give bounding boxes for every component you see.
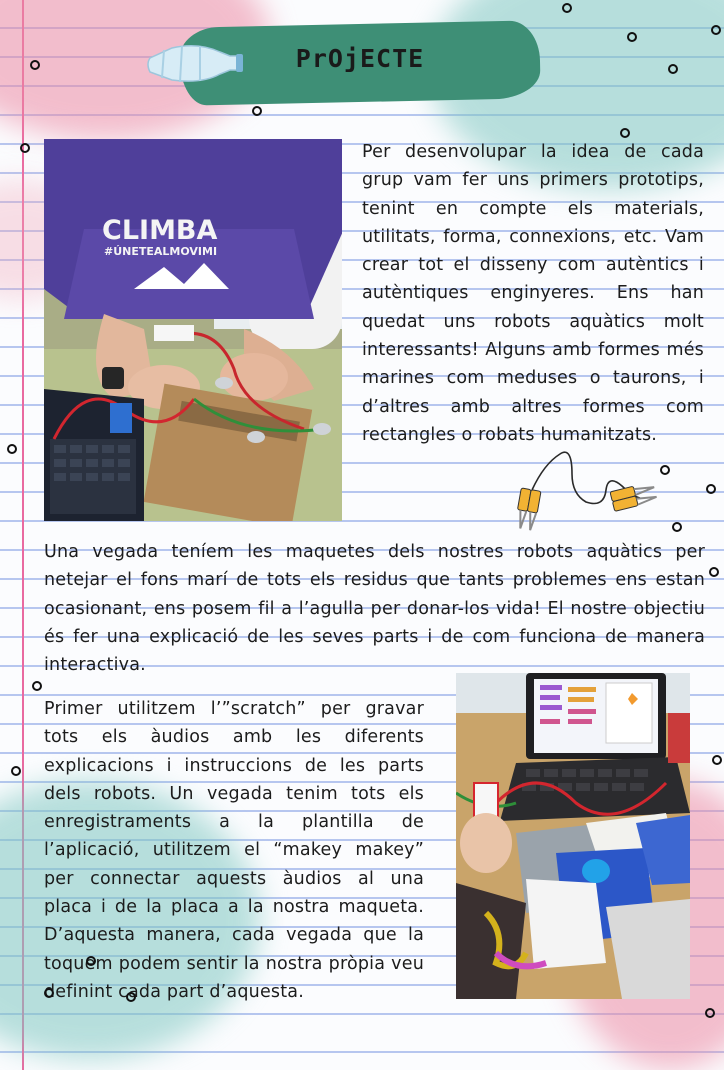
photo-scratch-makey-makey [456, 673, 690, 999]
doodle-dot [252, 106, 262, 116]
doodle-dot [627, 32, 637, 42]
doodle-dot [620, 128, 630, 138]
alligator-clips-icon [514, 444, 664, 532]
doodle-dot [7, 444, 17, 454]
paragraph-scratch-makey: Primer utilitzem l’”scratch” per gravar tots els àudios amb les diferents explicacions i instruccions de les parts dels robots. Un vegada tenim tots els enregistraments a la plantilla de l’aplicació, utilitzem el “makey makey” per connectar aquests àudios al una placa i de la placa a la nostra maqueta. D’aquesta manera, cada vegada que la toquem podem sentir la nostra pròpia veu definint cada part d’aquesta. [44, 699, 424, 1002]
photo-prototype-building [44, 139, 342, 521]
doodle-dot [672, 522, 682, 532]
paragraph-prototypes: Per desenvolupar la idea de cada grup vam fer uns primers prototips, tenint en compte els materials, utilitats, forma, connexions, etc. Vam crear tot el disseny com autèntics i autèntiques enginyeres. Ens han quedat uns robots aquàtics molt interessants! Alguns amb formes més marines com meduses o taurons, i d’altres amb altres formes com rectangles o robats humanitzats. [362, 142, 704, 445]
doodle-dot [706, 484, 716, 494]
doodle-dot [705, 1008, 715, 1018]
doodle-dot [32, 681, 42, 691]
doodle-dot [668, 64, 678, 74]
doodle-dot [30, 60, 40, 70]
doodle-dot [711, 25, 721, 35]
doodle-dot [709, 567, 719, 577]
doodle-dot [562, 3, 572, 13]
doodle-dot [126, 992, 136, 1002]
shirt-print: CLIMBA [102, 215, 218, 246]
doodle-dot [660, 465, 670, 475]
paragraph-bringing-to-life: Una vegada teníem les maquetes dels nostres robots aquàtics per netejar el fons marí de tots els residus que tants problemes ens estan ocasionant, ens posem fil a l’agulla per donar-los vida! El nostre objectiu és fer una explicació de les seves parts i de com funciona de manera interactiva. [44, 542, 705, 676]
doodle-dot [86, 956, 96, 966]
doodle-dot [11, 766, 21, 776]
doodle-dot [44, 988, 54, 998]
page-title: PrOjECTE [295, 44, 425, 73]
doodle-dot [20, 143, 30, 153]
doodle-dot [712, 755, 722, 765]
shirt-hashtag: #ÚNETEALMOVIMI [104, 245, 218, 258]
